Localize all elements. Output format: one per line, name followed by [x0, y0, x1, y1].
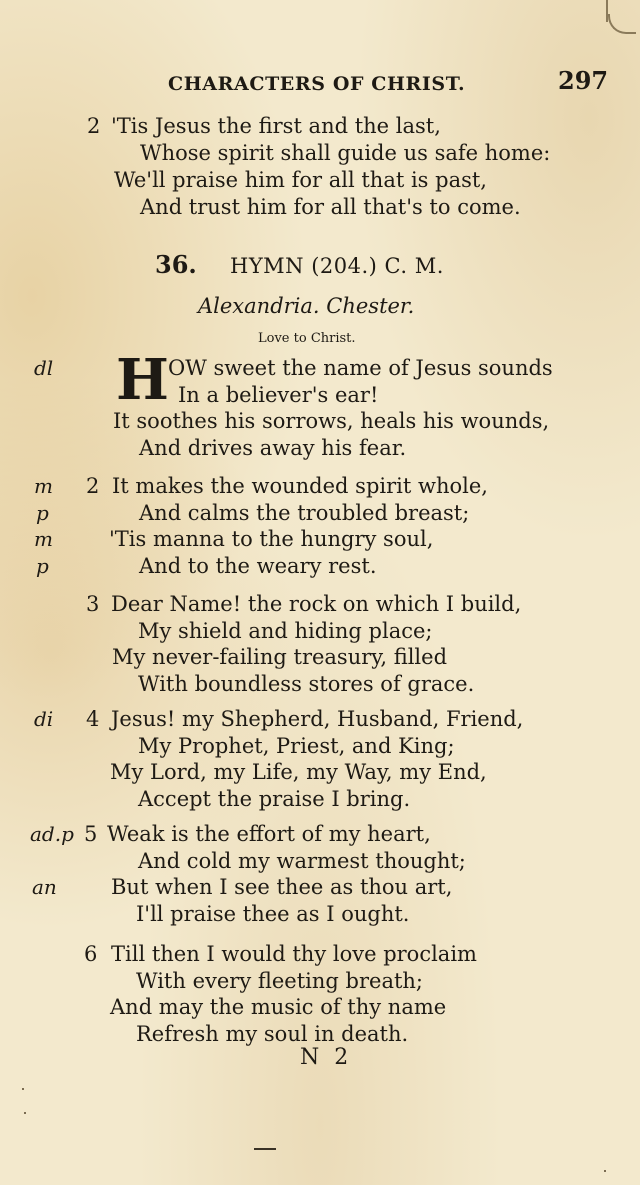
- paper-speck: [24, 1112, 26, 1114]
- verse-line: And calms the troubled breast;: [139, 501, 470, 525]
- verse-line: My shield and hiding place;: [138, 619, 433, 643]
- verse-line: My Lord, my Life, my Way, my End,: [110, 760, 487, 784]
- verse-line: My never-failing treasury, filled: [112, 645, 448, 669]
- running-title: CHARACTERS OF CHRIST.: [168, 73, 466, 95]
- verse-line: Dear Name! the rock on which I build,: [111, 592, 522, 616]
- verse-line: Whose spirit shall guide us safe home:: [140, 141, 551, 165]
- verse-line: It soothes his sorrows, heals his wounds,: [113, 409, 550, 433]
- page-edge-curl: [608, 14, 636, 34]
- verse-line: Till then I would thy love proclaim: [111, 942, 477, 966]
- verse-line: 'Tis manna to the hungry soul,: [109, 527, 434, 551]
- verse-line: Weak is the effort of my heart,: [107, 822, 431, 846]
- signature-mark: N 2: [300, 1045, 353, 1070]
- paper-speck: [604, 1170, 606, 1172]
- dynamic-mark: m: [34, 474, 53, 498]
- verse-line: I'll praise thee as I ought.: [136, 902, 410, 926]
- verse-number: 2: [87, 114, 101, 138]
- verse-line: And trust him for all that's to come.: [140, 195, 521, 219]
- dynamic-mark: p: [36, 501, 49, 525]
- dynamic-mark: p: [36, 554, 49, 578]
- verse-line: OW sweet the name of Jesus sounds: [168, 356, 553, 380]
- verse-line: Refresh my soul in death.: [136, 1022, 409, 1046]
- dynamic-mark: m: [34, 527, 53, 551]
- verse-number: 5: [84, 822, 98, 846]
- verse-line: And to the weary rest.: [139, 554, 377, 578]
- verse-line: With every fleeting breath;: [136, 969, 423, 993]
- page-number: 297: [558, 66, 609, 95]
- verse-line: In a believer's ear!: [178, 383, 379, 407]
- page-dash: [254, 1148, 276, 1150]
- verse-line: And drives away his fear.: [139, 436, 407, 460]
- verse-number: 3: [86, 592, 100, 616]
- drop-cap: H: [116, 347, 169, 413]
- paper-speck: [22, 1088, 24, 1090]
- verse-number: 2: [86, 474, 100, 498]
- dynamic-mark: di: [34, 707, 54, 731]
- hymn-subject: Love to Christ.: [258, 331, 356, 346]
- verse-line: Jesus! my Shepherd, Husband, Friend,: [111, 707, 524, 731]
- tune-names: Alexandria. Chester.: [198, 294, 415, 318]
- verse-line: My Prophet, Priest, and King;: [138, 734, 455, 758]
- dynamic-mark: an: [32, 875, 57, 899]
- verse-line: But when I see thee as thou art,: [111, 875, 453, 899]
- verse-line: It makes the wounded spirit whole,: [112, 474, 488, 498]
- dynamic-mark: dl: [34, 356, 54, 380]
- hymn-number: 36.: [155, 250, 197, 279]
- verse-number: 4: [86, 707, 100, 731]
- verse-line: With boundless stores of grace.: [138, 672, 475, 696]
- verse-line: 'Tis Jesus the first and the last,: [111, 114, 441, 138]
- verse-line: Accept the praise I bring.: [138, 787, 411, 811]
- dynamic-mark: ad.p: [30, 822, 74, 846]
- verse-number: 6: [84, 942, 98, 966]
- verse-line: And cold my warmest thought;: [138, 849, 466, 873]
- verse-line: We'll praise him for all that is past,: [114, 168, 487, 192]
- verse-line: And may the music of thy name: [110, 995, 447, 1019]
- hymn-title: HYMN (204.) C. M.: [230, 254, 444, 278]
